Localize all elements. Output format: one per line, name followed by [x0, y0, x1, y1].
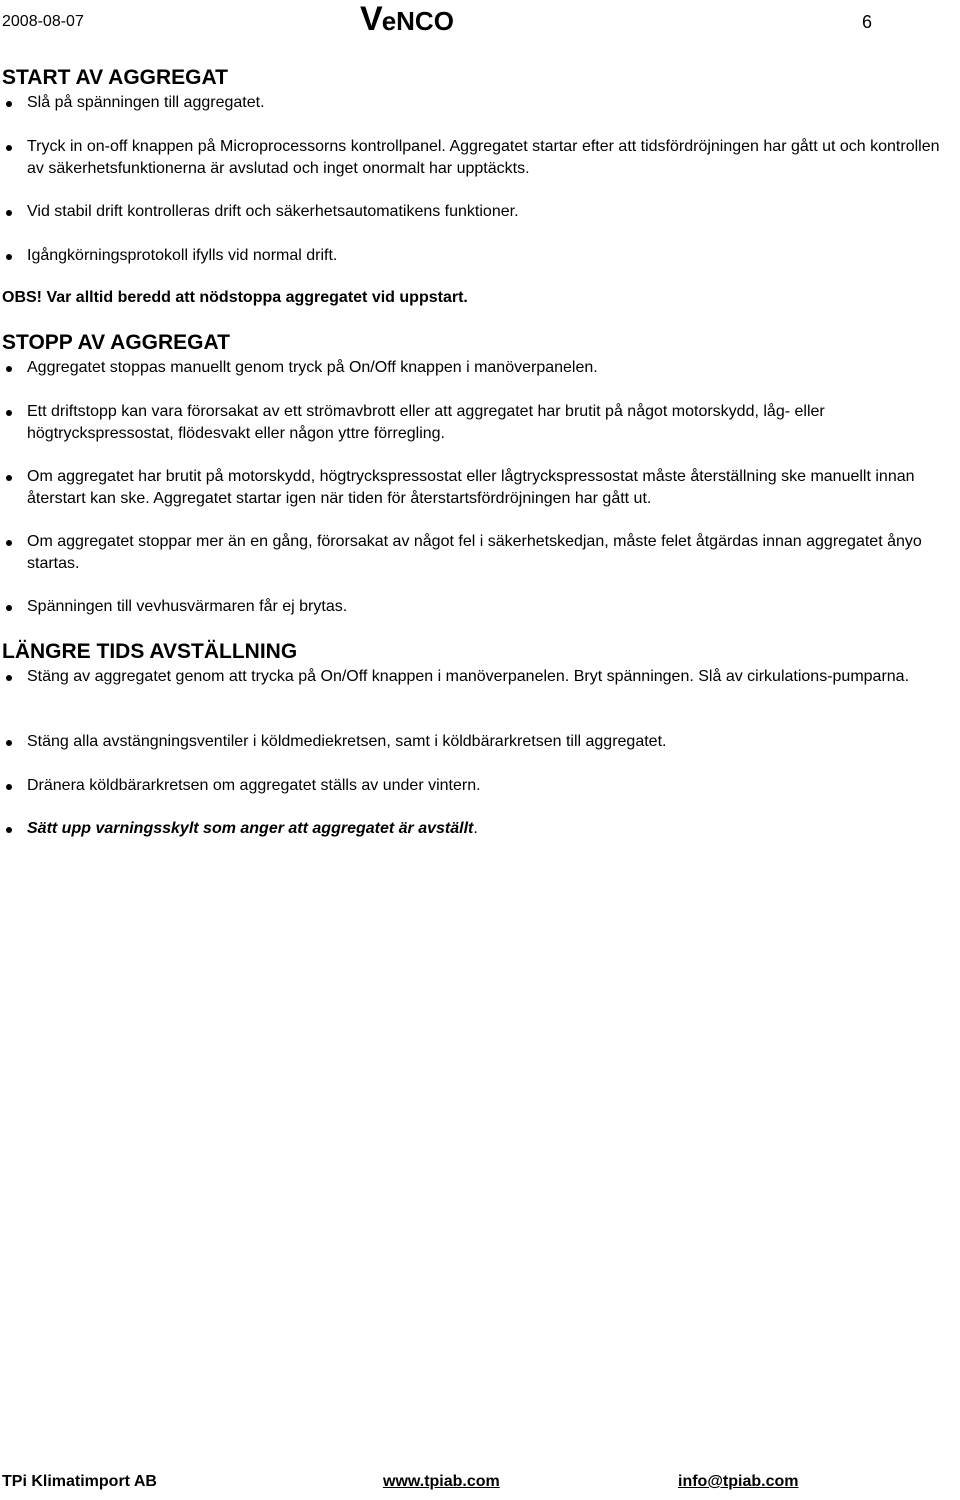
- bullet-icon: [6, 784, 12, 790]
- bullet-icon: [6, 145, 12, 151]
- list-item: [0, 775, 960, 797]
- logo-letters-nco: NCO: [396, 6, 454, 36]
- section-title-start: START AV AGGREGAT: [2, 66, 228, 89]
- logo-letter-v: V: [360, 0, 382, 38]
- list-item: [0, 466, 960, 510]
- list-item-text: Dränera köldbärarkretsen om aggregatet ställs av under vintern.: [27, 777, 481, 794]
- list-item-text: Ett driftstopp kan vara förorsakat av ett strömavbrott eller att aggregatet har brutit på något motorskydd, låg- eller högtryckspressostat, flödesvakt eller någon yttre förregling.: [27, 403, 825, 442]
- obs-warning: OBS! Var alltid beredd att nödstoppa aggregatet vid uppstart.: [2, 289, 468, 306]
- list-item: [0, 201, 960, 223]
- section-title-long: LÄNGRE TIDS AVSTÄLLNING: [2, 640, 298, 663]
- list-item-tail: .: [473, 820, 478, 837]
- list-item-text: Vid stabil drift kontrolleras drift och säkerhetsautomatikens funktioner.: [27, 203, 519, 220]
- website-link[interactable]: www.tpiab.com: [383, 1473, 500, 1490]
- warning-sign-instruction: Sätt upp varningsskylt som anger att aggregatet är avställt: [27, 820, 474, 837]
- list-item-text: Igångkörningsprotokoll ifylls vid normal drift.: [27, 247, 338, 264]
- bullet-icon: [6, 540, 12, 546]
- section-title-stop: STOPP AV AGGREGAT: [2, 331, 230, 354]
- page-header: [0, 0, 960, 44]
- list-item-text: Spänningen till vevhusvärmaren får ej brytas.: [27, 598, 348, 615]
- bullet-icon: [6, 254, 12, 260]
- list-item: [0, 92, 960, 114]
- header-date: 2008-08-07: [2, 13, 84, 30]
- list-item: [0, 818, 960, 840]
- page-number: 6: [862, 12, 873, 32]
- bullet-icon: [6, 475, 12, 481]
- list-item: [0, 731, 960, 753]
- bullet-icon: [6, 605, 12, 611]
- bullet-icon: [6, 366, 12, 372]
- venco-logo: [360, 2, 454, 38]
- list-item-text: Stäng av aggregatet genom att trycka på On/Off knappen i manöverpanelen. Bryt spänningen. Slå av cirkulations-pumparna.: [27, 668, 910, 685]
- bullet-icon: [6, 675, 12, 681]
- list-item-text: Om aggregatet har brutit på motorskydd, högtryckspressostat eller lågtryckspressostat måste återställning ske manuellt innan återstart kan ske. Aggregatet startar igen när tiden för återstartsfördröjningen har gått ut.: [27, 468, 915, 507]
- bullet-icon: [6, 410, 12, 416]
- list-item: [0, 531, 960, 575]
- list-item: [0, 596, 960, 618]
- bullet-icon: [6, 210, 12, 216]
- list-item-text: Slå på spänningen till aggregatet.: [27, 94, 265, 111]
- list-item-text: Tryck in on-off knappen på Microprocessorns kontrollpanel. Aggregatet startar efter att tidsfördröjningen har gått ut och kontrollen av säkerhetsfunktionerna är avslutad och inget onormalt har upptäckts.: [27, 138, 940, 177]
- list-item-text: [27, 818, 957, 840]
- list-item: [0, 357, 960, 379]
- list-item-text: Aggregatet stoppas manuellt genom tryck på On/Off knappen i manöverpanelen.: [27, 359, 598, 376]
- list-item: [0, 666, 960, 688]
- list-item: [0, 136, 960, 180]
- list-item-text: Stäng alla avstängningsventiler i köldmediekretsen, samt i köldbärarkretsen till aggregatet.: [27, 733, 667, 750]
- logo-letter-e: e: [381, 6, 397, 36]
- bullet-icon: [6, 101, 12, 107]
- bullet-icon: [6, 740, 12, 746]
- page-footer: [0, 1473, 960, 1497]
- list-item: [0, 245, 960, 267]
- footer-company: TPi Klimatimport AB: [2, 1473, 157, 1490]
- email-link[interactable]: info@tpiab.com: [678, 1473, 799, 1490]
- list-item-text: Om aggregatet stoppar mer än en gång, förorsakat av något fel i säkerhetskedjan, måste felet åtgärdas innan aggregatet ånyo startas.: [27, 533, 922, 572]
- list-item: [0, 401, 960, 445]
- bullet-icon: [6, 827, 12, 833]
